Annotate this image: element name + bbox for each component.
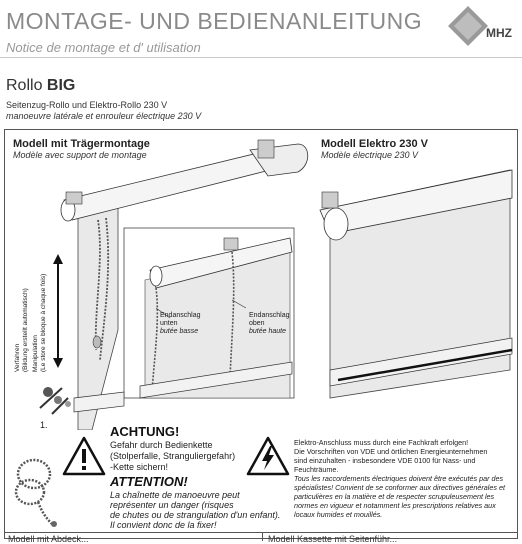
warning-fr-line3: de chutes ou de strangulation d'un enfant). <box>110 510 281 520</box>
footer-separator <box>262 532 263 541</box>
warning-fr-line4: Il convient donc de la fixer! <box>110 520 217 530</box>
warning-de-line1: Gefahr durch Bedienkette <box>110 440 213 450</box>
footer-left-model: Modell mit Abdeck... <box>8 534 89 544</box>
electric-fr-line1: Tous les raccordements électriques doivent être exécutés par des <box>294 474 504 483</box>
vertical-label-1: Verfahren <box>14 343 21 372</box>
mhz-logo <box>446 4 518 48</box>
electric-de-line4: Feuchträume. <box>294 465 339 474</box>
footer-right-model: Modell Kassette mit Seitenführ... <box>268 534 398 544</box>
mhz-logo-text: MHZ <box>486 26 512 40</box>
endstop-upper-fr: butée haute <box>249 328 286 335</box>
warning-triangle-icon <box>62 436 106 476</box>
warning-de-line3: -Kette sichern! <box>110 462 169 472</box>
chain-coil-icon <box>8 452 64 530</box>
electric-de-line1: Elektro-Anschluss muss durch eine Fachkraft erfolgen! <box>294 438 469 447</box>
model-right-subtitle: Modèle électrique 230 V <box>321 150 419 160</box>
warning-fr-text <box>110 490 280 530</box>
endstop-upper-label <box>249 312 289 336</box>
model-right-title: Modell Elektro 230 V <box>321 138 428 150</box>
endstop-lower-de1: Endanschlag <box>160 312 201 319</box>
warning-fr-line1: La chaînette de manoeuvre peut <box>110 490 240 500</box>
header-divider <box>0 57 522 58</box>
electric-fr-line4: normes en vigueur et notamment les prescriptions relatives aux <box>294 501 496 510</box>
product-description-de: Seitenzug-Rollo und Elektro-Rollo 230 V <box>6 100 168 110</box>
model-left-subtitle: Modèle avec support de montage <box>13 150 147 160</box>
endstop-upper-de2: oben <box>249 320 265 327</box>
electric-de-line2: Die Vorschriften von VDE und örtlichen Energieunternehmen <box>294 447 488 456</box>
product-description <box>6 100 201 122</box>
top-bracket-plate <box>258 140 274 158</box>
endstop-lower-label <box>160 312 200 336</box>
electric-de-line3: sind einzuhalten - insbesondere VDE 0100 für Nass- und <box>294 456 476 465</box>
electric-fr-line3: particulières en la matière et de respecter scrupuleusement les <box>294 492 495 501</box>
left-bracket-plate <box>66 192 82 204</box>
product-description-fr: manoeuvre latérale et enrouleur électrique 230 V <box>6 111 202 121</box>
electric-notice <box>294 438 505 519</box>
product-name-prefix: Rollo <box>6 77 47 94</box>
vertical-label-2: (Bildung erstellt automatisch) <box>22 288 29 372</box>
roller-blind-illustration <box>0 130 522 430</box>
model-left-title: Modell mit Trägermontage <box>13 138 150 150</box>
endstop-lower-de2: unten <box>160 320 178 327</box>
warning-de-text <box>110 440 235 473</box>
left-roller-tube <box>64 152 270 220</box>
electric-fr-line5: locaux humides et mouillés. <box>294 510 383 519</box>
endstop-lower-fr: butée basse <box>160 328 199 335</box>
screw-set <box>40 387 71 414</box>
warning-fr-line2: représenter un danger (risques <box>110 500 234 510</box>
electric-hazard-icon <box>246 436 290 476</box>
document-title: MONTAGE- UND BEDIENANLEITUNG <box>6 8 423 34</box>
product-name-bold: BIG <box>46 77 76 94</box>
vertical-label-3: Manipulation <box>32 335 39 372</box>
footer-divider <box>4 532 518 533</box>
electric-fr-line2: spécialistes! Convient de se conformer aux directives générales et <box>294 483 505 492</box>
document-subtitle: Notice de montage et d' utilisation <box>6 40 201 55</box>
endstop-upper-de1: Endanschlag <box>249 312 290 319</box>
warning-heading-fr: ATTENTION! <box>110 474 188 489</box>
vertical-label-4: (Le store se bloque à chaque fois) <box>40 273 47 372</box>
product-name <box>6 77 75 95</box>
warning-de-line2: (Stolperfalle, Stranguliergefahr) <box>110 451 236 461</box>
warning-heading: ACHTUNG! <box>110 424 180 439</box>
step-number: 1. <box>40 420 48 430</box>
